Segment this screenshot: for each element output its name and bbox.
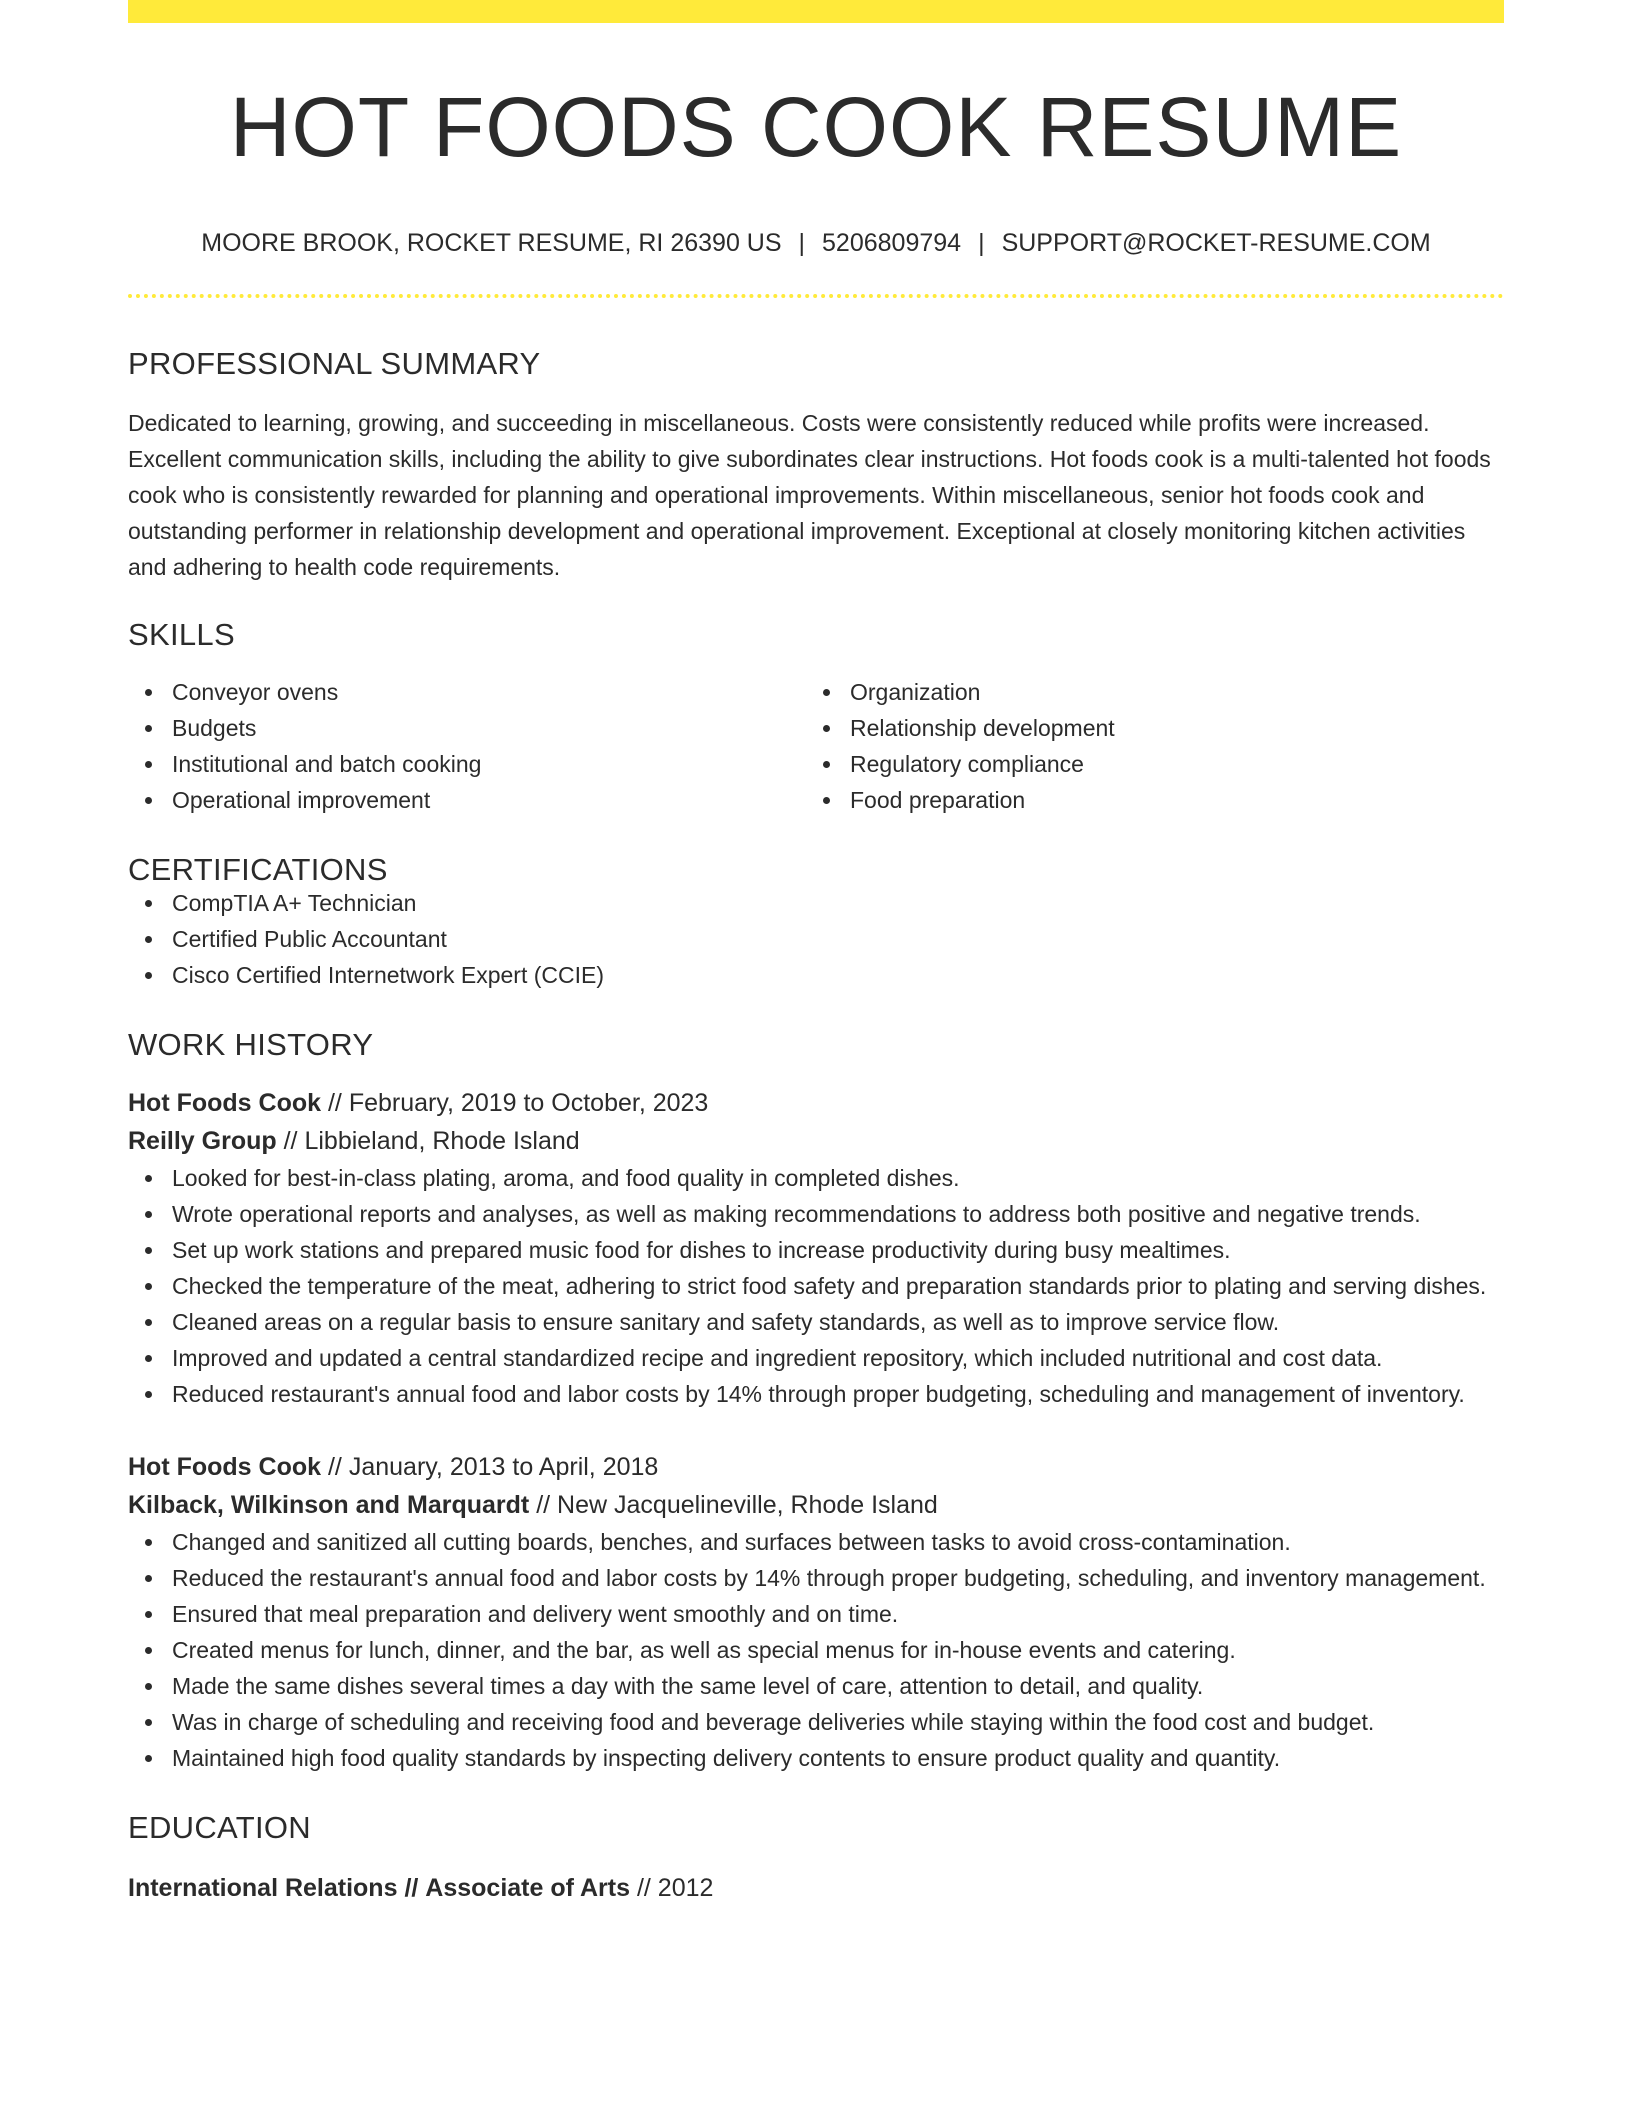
summary-heading: PROFESSIONAL SUMMARY [128,346,541,381]
job-duty-item: Reduced restaurant's annual food and labor costs by 14% through proper budgeting, scheduling and management of inventory. [172,1376,1504,1412]
job-duty-item: Maintained high food quality standards by inspecting delivery contents to ensure product quality and quantity. [172,1740,1504,1776]
job-location: New Jacquelineville, Rhode Island [557,1491,938,1519]
resume-page [128,0,1504,2112]
skills-list-right [806,674,1484,818]
job-dates: January, 2013 to April, 2018 [348,1453,659,1481]
work-history-heading: WORK HISTORY [128,1027,374,1062]
skill-item: Institutional and batch cooking [172,746,806,782]
job-company: Kilback, Wilkinson and Marquardt [128,1491,530,1519]
contact-email[interactable]: SUPPORT@ROCKET-RESUME.COM [1001,229,1431,257]
divider: // [636,1874,651,1902]
divider: // [283,1127,298,1155]
certification-item: Certified Public Accountant [172,921,1504,957]
resume-title: HOT FOODS COOK RESUME [229,80,1403,174]
skill-item: Conveyor ovens [172,674,806,710]
education-heading: EDUCATION [128,1810,311,1845]
job-duty-item: Cleaned areas on a regular basis to ensure sanitary and safety standards, as well as to improve service flow. [172,1304,1504,1340]
job-duty-item: Wrote operational reports and analyses, as well as making recommendations to address both positive and negative trends. [172,1196,1504,1232]
certifications-list [128,885,1504,993]
job-dates: February, 2019 to October, 2023 [348,1089,709,1117]
job-duty-item: Set up work stations and prepared music food for dishes to increase productivity during busy mealtimes. [172,1232,1504,1268]
accent-top-bar [128,0,1504,23]
job-duty-item: Made the same dishes several times a day with the same level of care, attention to detail, and quality. [172,1668,1504,1704]
job-company-line [128,1122,1504,1160]
job-company: Reilly Group [128,1127,277,1155]
education-year: 2012 [657,1874,714,1902]
dotted-divider [128,294,1504,298]
job-title: Hot Foods Cook [128,1453,322,1481]
certification-item: Cisco Certified Internetwork Expert (CCIE) [172,957,1504,993]
job-duty-item: Improved and updated a central standardized recipe and ingredient repository, which included nutritional and cost data. [172,1340,1504,1376]
skill-item: Relationship development [850,710,1484,746]
skill-item: Organization [850,674,1484,710]
job-company-line [128,1486,1504,1524]
skill-item: Food preparation [850,782,1484,818]
job-title: Hot Foods Cook [128,1089,322,1117]
job-duties-list [128,1524,1504,1776]
certification-item: CompTIA A+ Technician [172,885,1504,921]
job-duty-item: Looked for best-in-class plating, aroma, and food quality in completed dishes. [172,1160,1504,1196]
job-location: Libbieland, Rhode Island [304,1127,580,1155]
skills-heading: SKILLS [128,617,235,652]
job-duty-item: Checked the temperature of the meat, adhering to strict food safety and preparation standards prior to plating and serving dishes. [172,1268,1504,1304]
skills-column-right [806,674,1484,818]
contact-separator: | [798,229,806,257]
skill-item: Budgets [172,710,806,746]
education-degree: Associate of Arts [425,1874,630,1902]
skills-list-left [128,674,806,818]
divider: // [327,1089,342,1117]
contact-separator: | [978,229,985,257]
divider: // [536,1491,551,1519]
job-duty-item: Ensured that meal preparation and delivery went smoothly and on time. [172,1596,1504,1632]
skill-item: Operational improvement [172,782,806,818]
divider: // [327,1453,342,1481]
contact-phone[interactable]: 5206809794 [822,229,962,257]
skills-grid [128,674,1504,818]
contact-address: MOORE BROOK, ROCKET RESUME, RI 26390 US [201,229,782,257]
job-duties-list [128,1160,1504,1412]
job-duty-item: Created menus for lunch, dinner, and the bar, as well as special menus for in-house events and catering. [172,1632,1504,1668]
skill-item: Regulatory compliance [850,746,1484,782]
skills-column-left [128,674,806,818]
summary-text: Dedicated to learning, growing, and succeeding in miscellaneous. Costs were consistently reduced while profits were increased. Excellent communication skills, including the ability to give subordinates clear instructions. Hot foods cook is a multi-talented hot foods cook who is consistently rewarded for planning and operational improvements. Within miscellaneous, senior hot foods cook and outstanding performer in relationship development and operational improvement. Exceptional at closely monitoring kitchen activities and adhering to health code requirements. [128,410,1491,580]
job-title-line [128,1084,1504,1122]
job-duty-item: Reduced the restaurant's annual food and labor costs by 14% through proper budgeting, scheduling, and inventory management. [172,1560,1504,1596]
job-duty-item: Changed and sanitized all cutting boards, benches, and surfaces between tasks to avoid cross-contamination. [172,1524,1504,1560]
certifications-heading: CERTIFICATIONS [128,852,388,887]
education-entry [128,1869,1504,1907]
divider: // [404,1874,419,1902]
job-title-line [128,1448,1504,1486]
education-field: International Relations [128,1874,398,1902]
job-duty-item: Was in charge of scheduling and receiving food and beverage deliveries while staying within the food cost and budget. [172,1704,1504,1740]
contact-line [128,231,1504,256]
